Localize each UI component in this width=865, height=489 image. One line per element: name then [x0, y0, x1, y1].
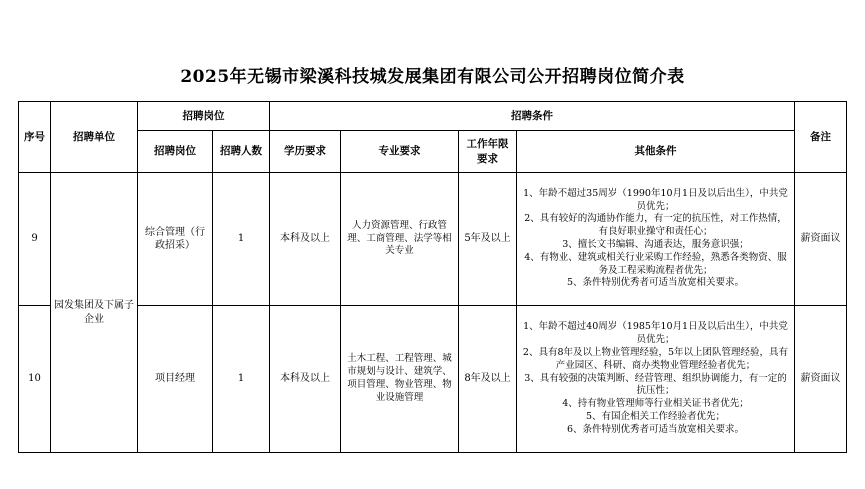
condition-line: 6、条件特别优秀者可适当放宽相关要求。 — [566, 423, 745, 435]
row-education: 本科及以上 — [270, 306, 341, 453]
condition-line: 4、有物业、建筑或相关行业采购工作经验，熟悉各类物资、服务及工程采购流程者优先； — [524, 251, 787, 276]
row-major: 土木工程、工程管理、城市规划与设计、建筑学、项目管理、物业管理、物业设施管理 — [341, 306, 459, 453]
header-position: 招聘岗位 — [138, 131, 213, 173]
row-position: 综合管理（行政招采） — [138, 173, 213, 306]
row-seq: 10 — [19, 306, 51, 453]
condition-line: 2、具有较好的沟通协作能力，有一定的抗压性，对工作热情，有良好职业操守和责任心； — [524, 213, 787, 238]
condition-line: 1、年龄不超过35周岁（1990年10月1日及以后出生），中共党员优先； — [523, 187, 788, 212]
row-major: 人力资源管理、行政管理、工商管理、法学等相关专业 — [341, 173, 459, 306]
condition-line: 4、持有物业管理师等行业相关证书者优先； — [562, 398, 749, 410]
condition-line: 2、具有8年及以上物业管理经验，5年以上团队管理经验，具有产业园区、科研、商办类物业管理经验者优先； — [522, 346, 789, 371]
condition-line: 5、条件特别优秀者可适当放宽相关要求。 — [566, 277, 745, 289]
header-conditions-group: 招聘条件 — [270, 102, 795, 131]
row-other-conditions — [517, 306, 795, 453]
table-row — [19, 306, 847, 453]
condition-line: 3、具有较强的决策判断、经营管理、组织协调能力，有一定的抗压性； — [524, 372, 787, 397]
row-seq: 9 — [19, 173, 51, 306]
header-count: 招聘人数 — [213, 131, 270, 173]
condition-line: 5、有国企相关工作经验者优先； — [585, 411, 726, 423]
row-position: 项目经理 — [138, 306, 213, 453]
row-count: 1 — [213, 173, 270, 306]
header-remark: 备注 — [795, 102, 847, 173]
condition-line: 1、年龄不超过40周岁（1985年10月1日及以后出生），中共党员优先； — [523, 321, 788, 346]
row-count: 1 — [213, 306, 270, 453]
header-position-group: 招聘岗位 — [138, 102, 270, 131]
header-education: 学历要求 — [270, 131, 341, 173]
table-row — [19, 173, 847, 306]
header-unit: 招聘单位 — [51, 102, 138, 173]
header-years: 工作年限要求 — [459, 131, 517, 173]
row-other-conditions — [517, 173, 795, 306]
header-major: 专业要求 — [341, 131, 459, 173]
page-title: 2025年无锡市梁溪科技城发展集团有限公司公开招聘岗位简介表 — [180, 67, 685, 87]
header-other: 其他条件 — [517, 131, 795, 173]
row-years: 5年及以上 — [459, 173, 517, 306]
row-years: 8年及以上 — [459, 306, 517, 453]
row-remark: 薪资面议 — [795, 306, 847, 453]
recruitment-table — [18, 101, 847, 453]
row-education: 本科及以上 — [270, 173, 341, 306]
unit-name: 园发集团及下属子企业 — [51, 173, 138, 453]
row-remark: 薪资面议 — [795, 173, 847, 306]
header-seq: 序号 — [19, 102, 51, 173]
condition-line: 3、擅长文书编辑、沟通表达，服务意识强； — [562, 239, 749, 250]
